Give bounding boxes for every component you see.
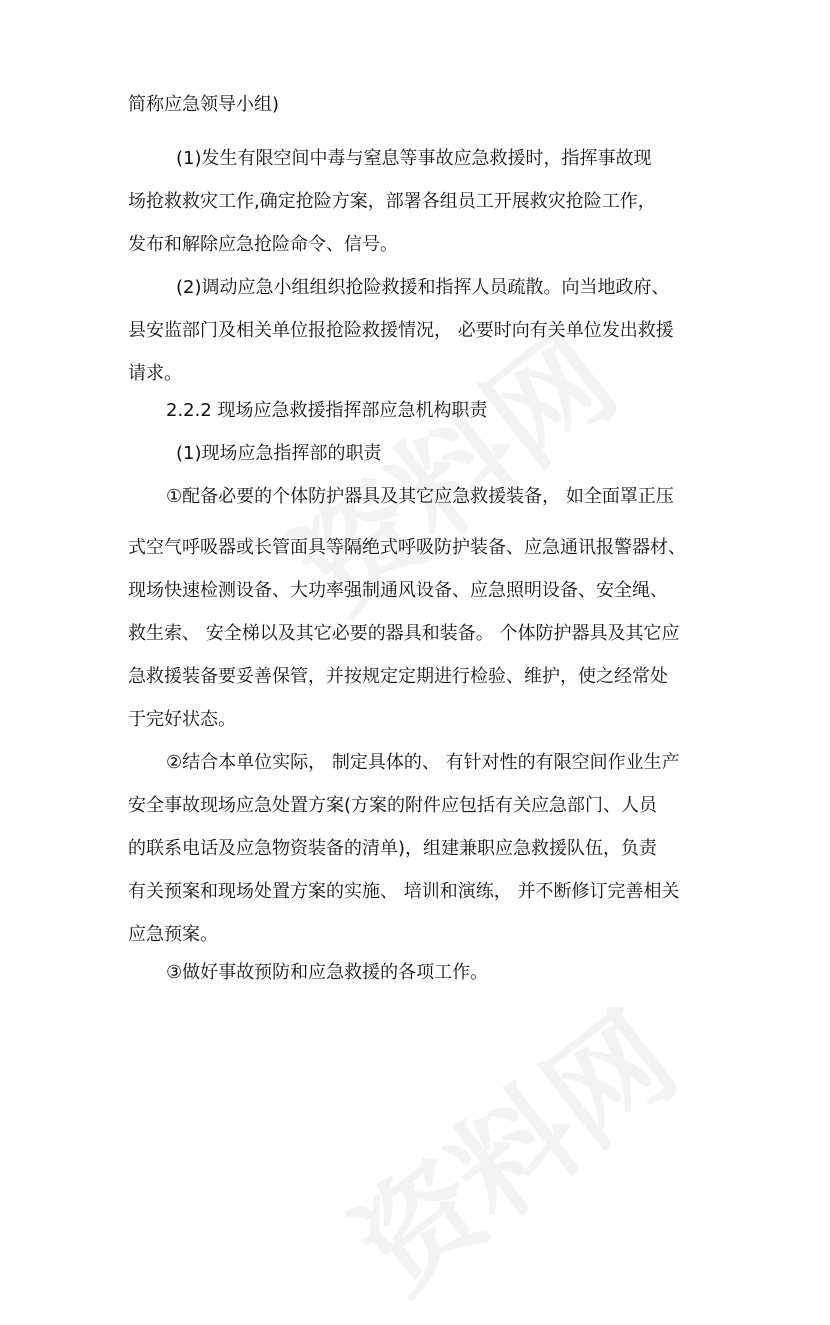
text-line: 安全事故现场应急处置方案(方案的附件应包括有关应急部门、人员 bbox=[128, 795, 658, 816]
text-line: ①配备必要的个体防护器具及其它应急救援装备， 如全面罩正压 bbox=[166, 486, 674, 507]
text-line: ③做好事故预防和应急救援的各项工作。 bbox=[166, 962, 489, 983]
text-line: 简称应急领导小组) bbox=[128, 94, 280, 115]
text-line: ②结合本单位实际， 制定具体的、 有针对性的有限空间作业生产 bbox=[166, 752, 680, 773]
text-line: 救生索、 安全梯以及其它必要的器具和装备。 个体防护器具及其它应 bbox=[128, 623, 680, 644]
subsection-heading: (1)现场应急指挥部的职责 bbox=[176, 443, 382, 464]
text-line: (2)调动应急小组组织抢险救援和指挥人员疏散。向当地政府、 bbox=[176, 277, 670, 298]
text-line: 请求。 bbox=[128, 363, 182, 384]
text-line: 式空气呼吸器或长管面具等隔绝式呼吸防护装备、应急通讯报警器材、 bbox=[128, 537, 686, 558]
section-heading: 2.2.2 现场应急救援指挥部应急机构职责 bbox=[166, 400, 488, 421]
text-line: 急救援装备要妥善保管，并按规定定期进行检验、维护，使之经常处 bbox=[128, 666, 668, 687]
text-line: 发布和解除应急抢险命令、信号。 bbox=[128, 234, 398, 255]
watermark bbox=[315, 967, 705, 1324]
text-line: 于完好状态。 bbox=[128, 709, 236, 730]
text-line: 的联系电话及应急物资装备的清单)，组建兼职应急救援队伍，负责 bbox=[128, 838, 658, 859]
text-line: 场抢救救灾工作,确定抢险方案，部署各组员工开展救灾抢险工作， bbox=[128, 191, 656, 212]
text-line: 应急预案。 bbox=[128, 924, 218, 945]
text-line: (1)发生有限空间中毒与窒息等事故应急救援时，指挥事故现 bbox=[176, 148, 652, 169]
text-line: 现场快速检测设备、大功率强制通风设备、应急照明设备、安全绳、 bbox=[128, 580, 668, 601]
text-line: 县安监部门及相关单位报抢险救援情况， 必要时向有关单位发出救援 bbox=[128, 320, 674, 341]
text-line: 有关预案和现场处置方案的实施、 培训和演练， 并不断修订完善相关 bbox=[128, 881, 680, 902]
